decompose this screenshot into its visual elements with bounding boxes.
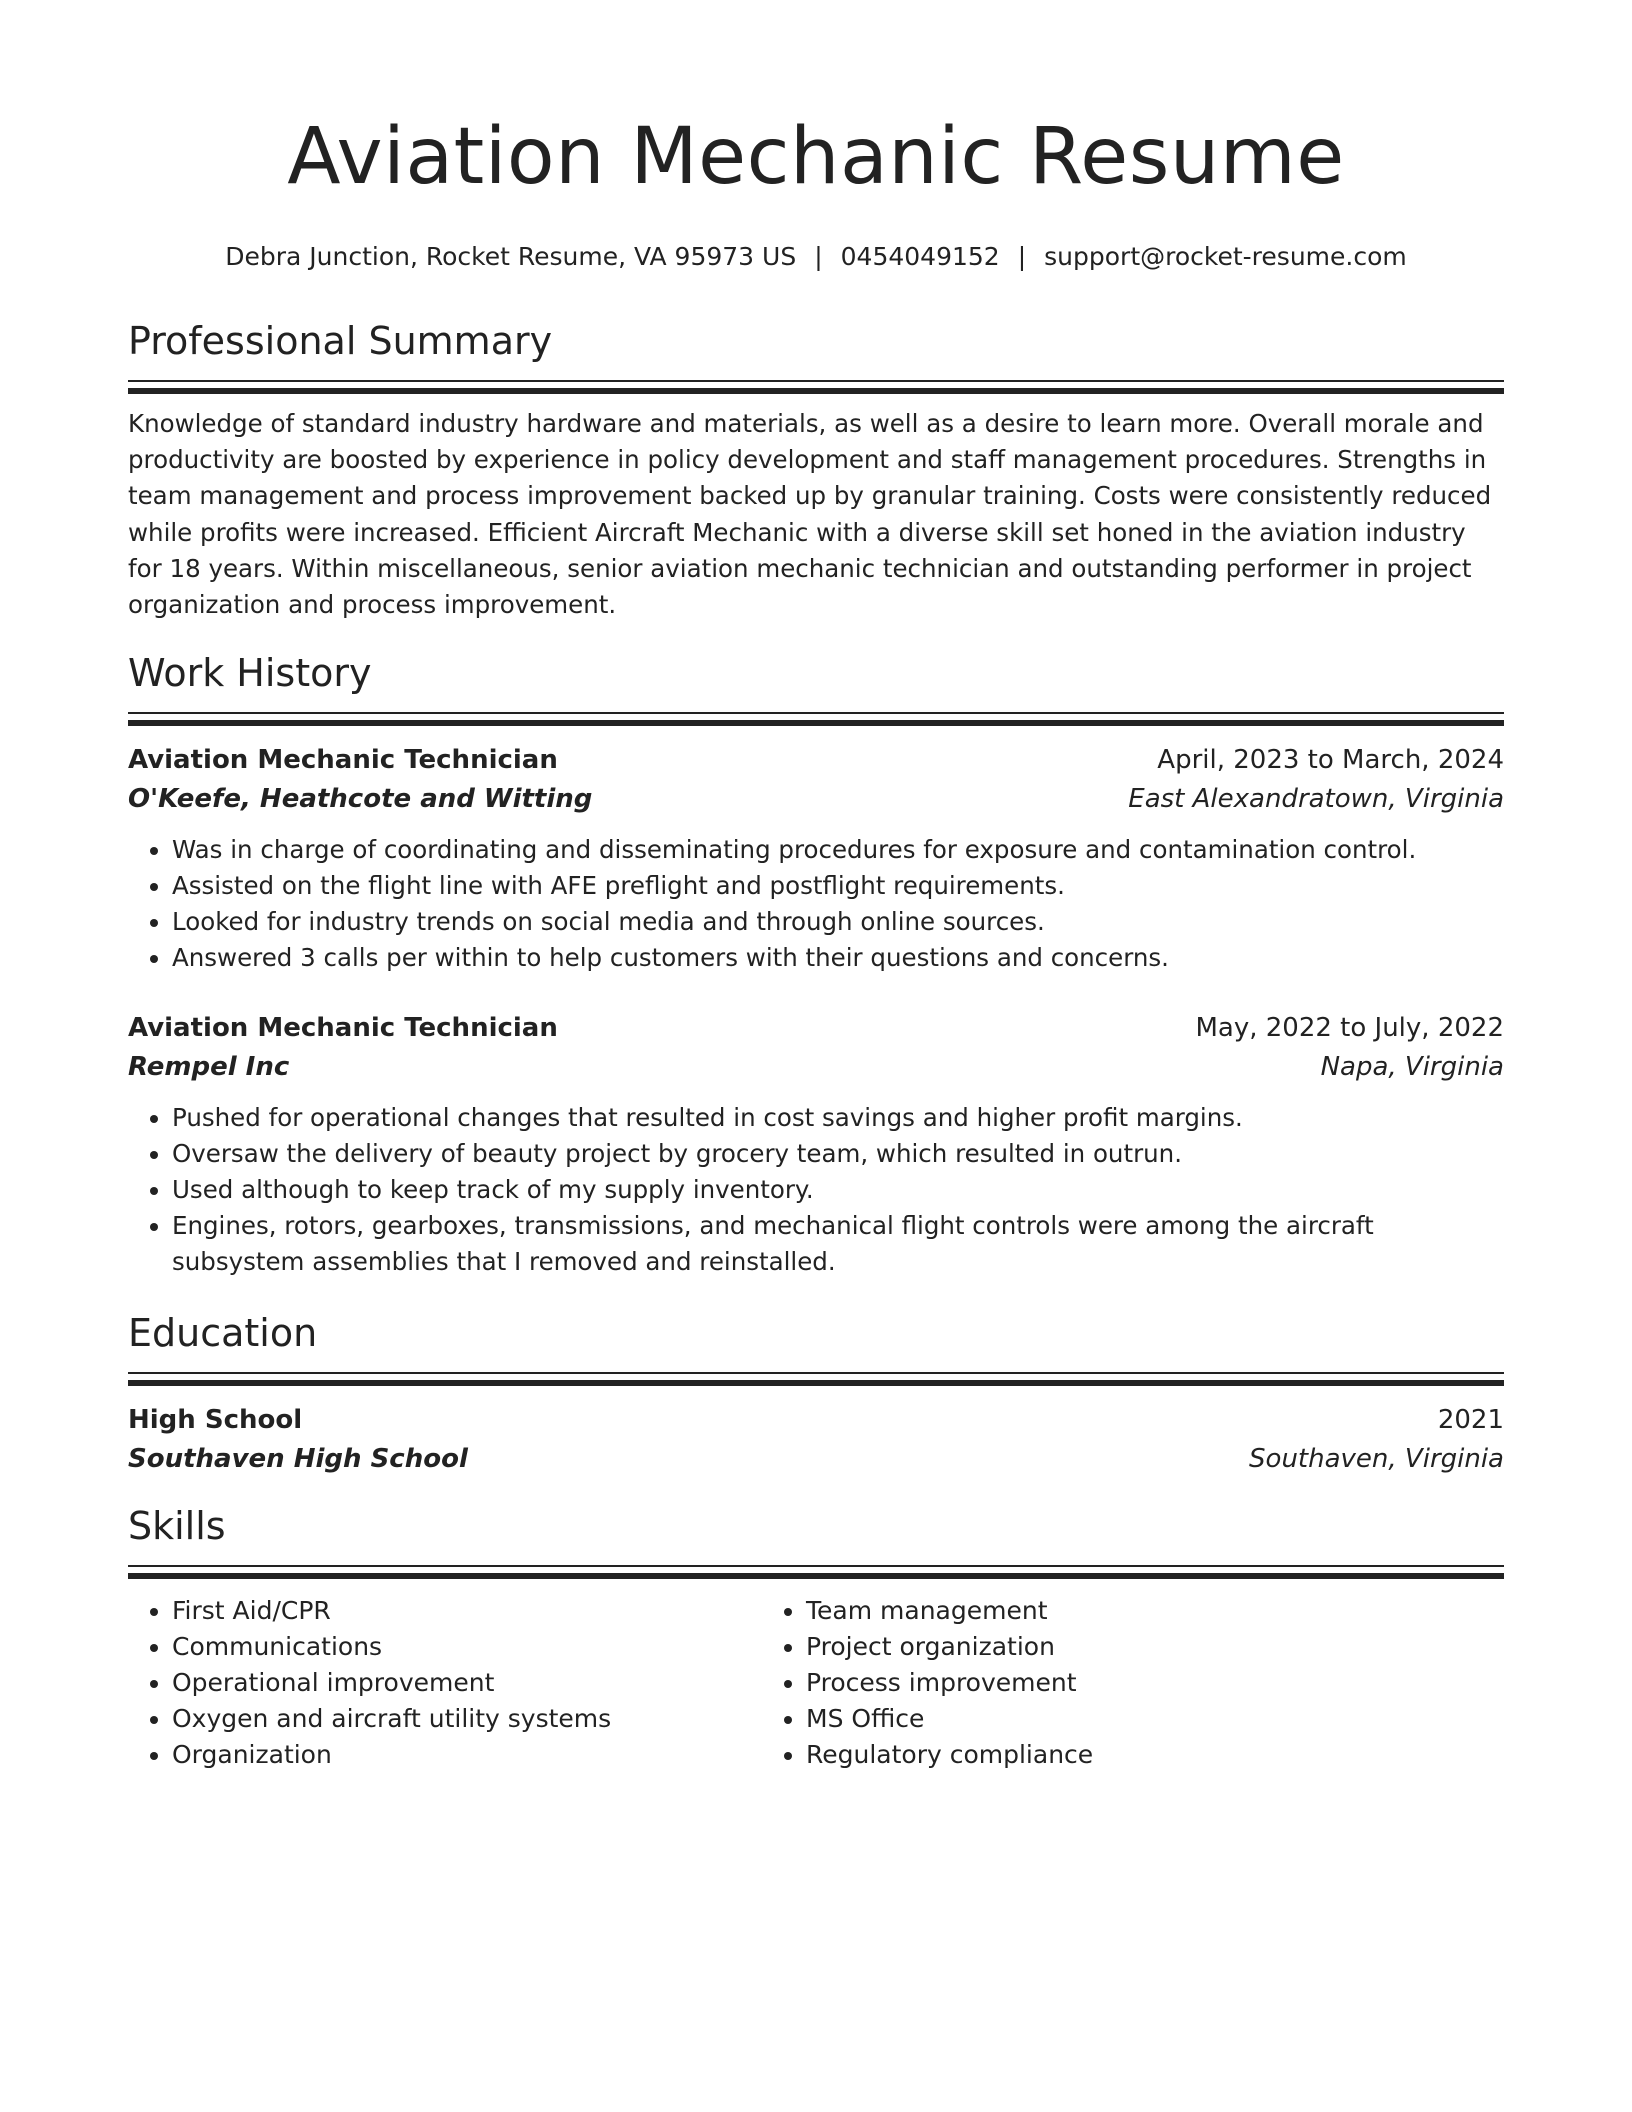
education-section bbox=[128, 1310, 1504, 1478]
job-duties bbox=[128, 1100, 1504, 1280]
summary-heading: Professional Summary bbox=[128, 319, 553, 363]
job-dates: April, 2023 to March, 2024 bbox=[1157, 745, 1504, 775]
job-duty: • Assisted on the flight line with AFE preflight and postflight requirements. bbox=[172, 868, 1504, 904]
job-duties bbox=[128, 832, 1504, 976]
skill-item: • Organization bbox=[172, 1737, 762, 1773]
contact-phone: 0454049152 bbox=[840, 242, 1000, 271]
contact-line bbox=[128, 240, 1504, 274]
job-subheader bbox=[128, 780, 1504, 818]
education-school: Southaven High School bbox=[128, 1444, 468, 1474]
education-location: Southaven, Virginia bbox=[1249, 1444, 1504, 1474]
section-divider bbox=[128, 1372, 1504, 1386]
work-history-heading: Work History bbox=[128, 651, 372, 695]
job-header bbox=[128, 1008, 1504, 1048]
job-header bbox=[128, 740, 1504, 780]
skill-item: • Communications bbox=[172, 1629, 762, 1665]
skill-item: • Oxygen and aircraft utility systems bbox=[172, 1701, 762, 1737]
education-degree: High School bbox=[128, 1405, 303, 1435]
contact-separator: | bbox=[814, 242, 823, 271]
education-year: 2021 bbox=[1437, 1405, 1504, 1435]
job-duty: • Oversaw the delivery of beauty project by grocery team, which resulted in outrun. bbox=[172, 1136, 1504, 1172]
job-duty: • Pushed for operational changes that resulted in cost savings and higher profit margins. bbox=[172, 1100, 1504, 1136]
job-duty: • Looked for industry trends on social media and through online sources. bbox=[172, 904, 1504, 940]
job-dates: May, 2022 to July, 2022 bbox=[1195, 1013, 1504, 1043]
work-history-section bbox=[128, 650, 1504, 1280]
skill-item: • Team management bbox=[806, 1593, 1396, 1629]
education-heading: Education bbox=[128, 1311, 318, 1355]
section-divider bbox=[128, 1565, 1504, 1579]
job-title: Aviation Mechanic Technician bbox=[128, 745, 558, 775]
contact-email: support@rocket-resume.com bbox=[1044, 242, 1407, 271]
skill-item: • Operational improvement bbox=[172, 1665, 762, 1701]
job-title: Aviation Mechanic Technician bbox=[128, 1013, 558, 1043]
section-divider bbox=[128, 712, 1504, 726]
job-entry bbox=[128, 1008, 1504, 1280]
skills-list-left bbox=[128, 1593, 762, 1773]
skill-item: • First Aid/CPR bbox=[172, 1593, 762, 1629]
skill-item: • Process improvement bbox=[806, 1665, 1396, 1701]
job-duty: • Was in charge of coordinating and disseminating procedures for exposure and contamination control. bbox=[172, 832, 1504, 868]
job-location: East Alexandratown, Virginia bbox=[1128, 784, 1504, 814]
skills-heading: Skills bbox=[128, 1504, 226, 1548]
skill-item: • Regulatory compliance bbox=[806, 1737, 1396, 1773]
education-entry bbox=[128, 1400, 1504, 1478]
job-duty: • Used although to keep track of my supply inventory. bbox=[172, 1172, 1504, 1208]
job-subheader bbox=[128, 1048, 1504, 1086]
section-divider bbox=[128, 380, 1504, 394]
skills-list-right bbox=[762, 1593, 1396, 1773]
job-company: Rempel Inc bbox=[128, 1052, 290, 1082]
job-location: Napa, Virginia bbox=[1320, 1052, 1504, 1082]
education-subheader bbox=[128, 1440, 1504, 1478]
education-header bbox=[128, 1400, 1504, 1440]
resume-title: Aviation Mechanic Resume bbox=[287, 112, 1345, 202]
summary-section bbox=[128, 318, 1504, 623]
contact-separator: | bbox=[1017, 242, 1027, 271]
summary-text: Knowledge of standard industry hardware and materials, as well as a desire to learn more. Overall morale and productivity are boosted by experience in policy development and staff management procedures. Strengths in team management and process improvement backed up by granular training. Costs were consistently reduced while profits were increased. Efficient Aircraft Mechanic with a diverse skill set honed in the aviation industry for 18 years. Within miscellaneous, senior aviation mechanic technician and outstanding performer in project organization and process improvement. bbox=[128, 409, 1492, 620]
job-duty: • Engines, rotors, gearboxes, transmissions, and mechanical flight controls were among the aircraft subsystem assemblies that I removed and reinstalled. bbox=[172, 1208, 1504, 1280]
contact-address: Debra Junction, Rocket Resume, VA 95973 US bbox=[225, 242, 797, 271]
skill-item: • MS Office bbox=[806, 1701, 1396, 1737]
job-entry bbox=[128, 740, 1504, 976]
job-duty: • Answered 3 calls per within to help customers with their questions and concerns. bbox=[172, 940, 1504, 976]
skills-columns bbox=[128, 1593, 1504, 1773]
job-company: O'Keefe, Heathcote and Witting bbox=[128, 784, 593, 814]
skills-section bbox=[128, 1503, 1504, 1773]
skill-item: • Project organization bbox=[806, 1629, 1396, 1665]
